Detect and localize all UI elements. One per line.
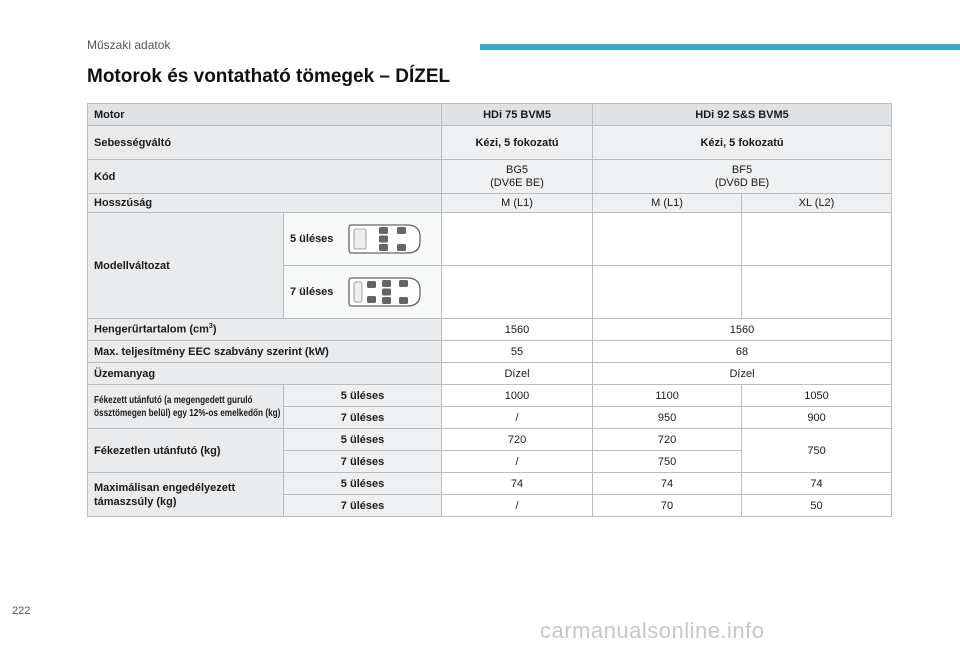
row-displacement — [88, 319, 892, 341]
row-length — [88, 194, 892, 213]
model-5-label: 5 üléses — [290, 233, 334, 245]
braked-7-c1: / — [442, 407, 593, 429]
fuel-label: Üzemanyag — [88, 363, 442, 385]
length-label: Hosszúság — [88, 194, 442, 213]
length-c3: XL (L2) — [742, 194, 892, 213]
row-fuel — [88, 363, 892, 385]
model-label: Modellváltozat — [88, 213, 284, 319]
model-7-c2 — [593, 266, 742, 319]
spec-table — [87, 103, 892, 517]
noseweight-7-seats: 7 üléses — [284, 495, 442, 517]
noseweight-5-c2: 74 — [593, 473, 742, 495]
unbraked-5-c1: 720 — [442, 429, 593, 451]
noseweight-label-line2: támaszsúly (kg) — [94, 495, 177, 508]
row-braked-5 — [88, 385, 892, 407]
model-7-c3 — [742, 266, 892, 319]
van-5-seat-icon — [345, 219, 423, 259]
row-noseweight-5 — [88, 473, 892, 495]
model-7-cell — [284, 266, 442, 319]
model-5-c3 — [742, 213, 892, 266]
braked-7-c3: 900 — [742, 407, 892, 429]
code-c2-line1: BF5 — [731, 163, 753, 176]
gearbox-c2: Kézi, 5 fokozatú — [593, 126, 892, 160]
noseweight-5-seats: 5 üléses — [284, 473, 442, 495]
row-model-5 — [88, 213, 892, 266]
code-c2-line2: (DV6D BE) — [714, 176, 770, 189]
power-c1: 55 — [442, 341, 593, 363]
motor-label: Motor — [88, 104, 442, 126]
unbraked-7-seats: 7 üléses — [284, 451, 442, 473]
braked-label-line1: Fékezett utánfutó (a megengedett guruló — [94, 394, 253, 406]
braked-7-seats: 7 üléses — [284, 407, 442, 429]
noseweight-7-c3: 50 — [742, 495, 892, 517]
power-label: Max. teljesítmény EEC szabvány szerint (kW) — [88, 341, 442, 363]
motor-c1: HDi 75 BVM5 — [442, 104, 593, 126]
displacement-close: ) — [212, 323, 217, 336]
row-motor — [88, 104, 892, 126]
unbraked-c3: 750 — [742, 429, 892, 473]
displacement-sup: 3 — [208, 323, 213, 331]
unbraked-5-seats: 5 üléses — [284, 429, 442, 451]
gearbox-label: Sebességváltó — [88, 126, 442, 160]
displacement-c1: 1560 — [442, 319, 593, 341]
motor-c2: HDi 92 S&S BVM5 — [593, 104, 892, 126]
code-c1-line2: (DV6E BE) — [490, 176, 544, 189]
code-label: Kód — [88, 160, 442, 194]
model-7-c1 — [442, 266, 593, 319]
braked-5-c1: 1000 — [442, 385, 593, 407]
displacement-c2: 1560 — [593, 319, 892, 341]
unbraked-5-c2: 720 — [593, 429, 742, 451]
braked-7-c2: 950 — [593, 407, 742, 429]
noseweight-5-c1: 74 — [442, 473, 593, 495]
code-c2 — [593, 160, 892, 194]
length-c1: M (L1) — [442, 194, 593, 213]
noseweight-label — [88, 473, 284, 517]
model-7-label: 7 üléses — [290, 286, 334, 298]
braked-label — [88, 385, 284, 429]
displacement-label — [88, 319, 442, 341]
row-code — [88, 160, 892, 194]
row-gearbox — [88, 126, 892, 160]
fuel-c2: Dízel — [593, 363, 892, 385]
watermark: carmanualsonline.info — [540, 618, 765, 643]
header-accent-bar — [480, 44, 960, 50]
braked-5-c3: 1050 — [742, 385, 892, 407]
fuel-c1: Dízel — [442, 363, 593, 385]
van-7-seat-icon — [345, 272, 423, 312]
braked-5-seats: 5 üléses — [284, 385, 442, 407]
page-number: 222 — [12, 605, 31, 617]
gearbox-c1: Kézi, 5 fokozatú — [442, 126, 593, 160]
unbraked-7-c1: / — [442, 451, 593, 473]
row-power — [88, 341, 892, 363]
code-c1-line1: BG5 — [506, 163, 529, 176]
page-title: Motorok és vontatható tömegek – DÍZEL — [87, 66, 451, 87]
noseweight-5-c3: 74 — [742, 473, 892, 495]
row-unbraked-5 — [88, 429, 892, 451]
model-5-cell — [284, 213, 442, 266]
length-c2: M (L1) — [593, 194, 742, 213]
displacement-label-text: Hengerűrtartalom (cm — [94, 323, 209, 336]
code-c1 — [442, 160, 593, 194]
model-5-c1 — [442, 213, 593, 266]
noseweight-7-c1: / — [442, 495, 593, 517]
braked-5-c2: 1100 — [593, 385, 742, 407]
noseweight-7-c2: 70 — [593, 495, 742, 517]
unbraked-7-c2: 750 — [593, 451, 742, 473]
power-c2: 68 — [593, 341, 892, 363]
unbraked-label: Fékezetlen utánfutó (kg) — [88, 429, 284, 473]
noseweight-label-line1: Maximálisan engedélyezett — [94, 481, 236, 494]
model-5-c2 — [593, 213, 742, 266]
braked-label-line2: össztömegen belül) egy 12%-os emelkedőn (kg) — [94, 407, 281, 419]
section-label: Műszaki adatok — [87, 38, 171, 52]
